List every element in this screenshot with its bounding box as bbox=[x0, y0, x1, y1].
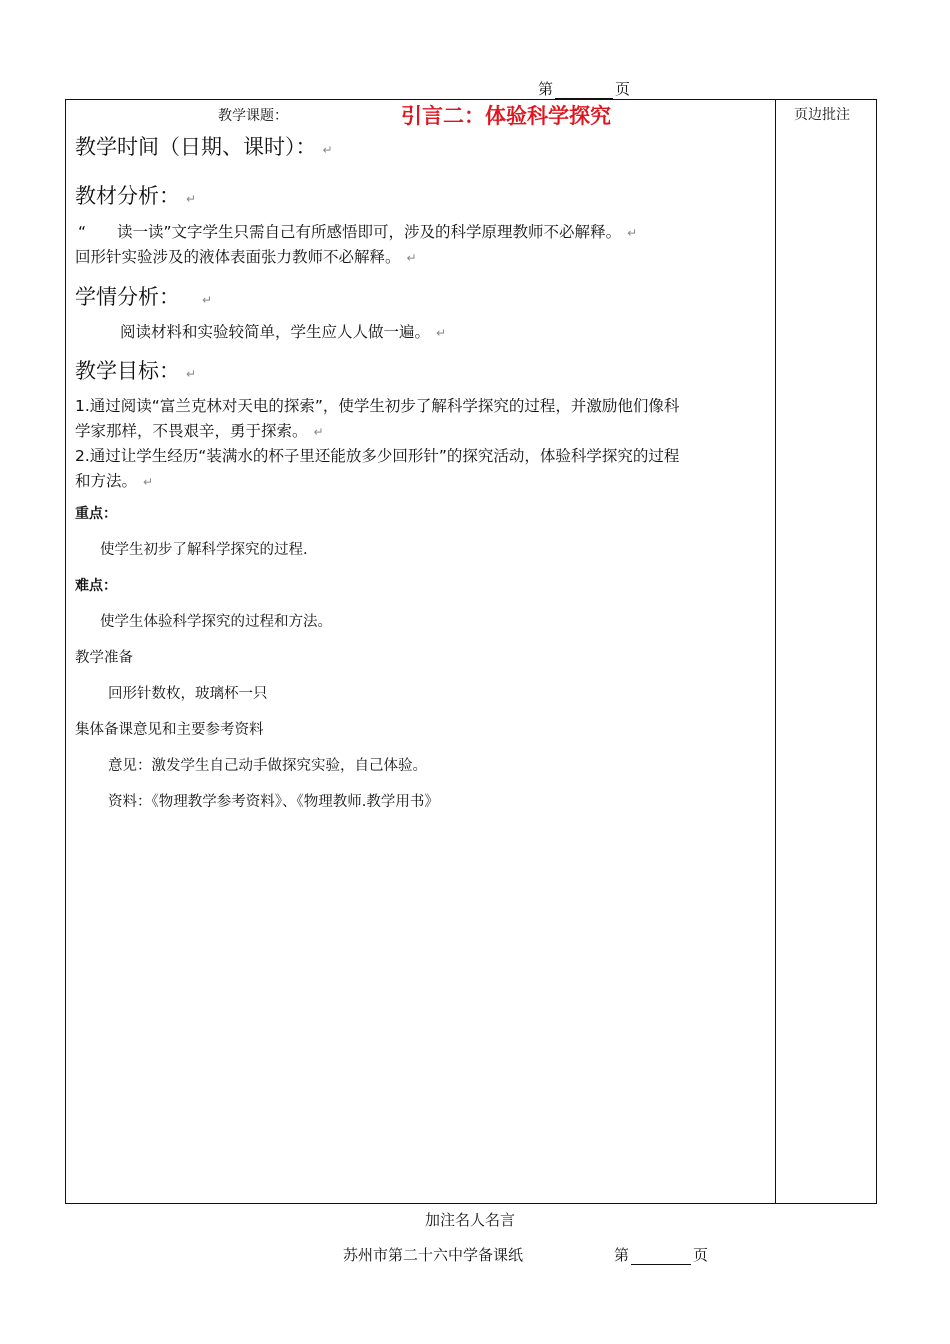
goals-line-text: 学家那样，不畏艰辛，勇于探索。 bbox=[75, 422, 308, 440]
materials-heading-text: 教材分析： bbox=[75, 184, 180, 208]
page-number-blank[interactable] bbox=[631, 1250, 691, 1265]
school-text: 苏州市第二十六中学备课纸 bbox=[343, 1246, 524, 1264]
paragraph-mark-icon: ↵ bbox=[436, 326, 447, 340]
topic-label: 教学课题： bbox=[218, 108, 288, 124]
students-heading-text: 学情分析： bbox=[75, 285, 180, 309]
paragraph-mark-icon: ↵ bbox=[186, 192, 197, 206]
goals-heading bbox=[75, 355, 196, 385]
goals-line-3: 2.通过让学生经历“装满水的杯子里还能放多少回形针”的探究活动，体验科学探究的过程 bbox=[75, 447, 680, 465]
materials-line-text: 回形针实验涉及的液体表面张力教师不必解释。 bbox=[75, 248, 401, 266]
students-analysis-text bbox=[120, 320, 446, 342]
goals-line-2 bbox=[75, 419, 324, 441]
materials-line-2 bbox=[75, 245, 417, 267]
teaching-time-label bbox=[75, 131, 333, 161]
key-point-label: 重点： bbox=[75, 506, 117, 522]
bottom-page-number bbox=[614, 1244, 708, 1265]
paragraph-mark-icon: ↵ bbox=[186, 367, 197, 381]
difficulty-text: 使学生体验科学探究的过程和方法。 bbox=[100, 614, 332, 630]
materials-analysis-heading bbox=[75, 180, 196, 210]
page-suffix: 页 bbox=[615, 80, 631, 98]
paragraph-mark-icon: ↵ bbox=[627, 226, 638, 240]
topic-title: 引言二：体验科学探究 bbox=[401, 104, 611, 128]
paragraph-mark-icon: ↵ bbox=[202, 293, 213, 307]
difficulty-label: 难点： bbox=[75, 578, 117, 594]
page-prefix: 第 bbox=[614, 1246, 630, 1264]
paragraph-mark-icon: ↵ bbox=[322, 143, 333, 157]
materials-line-1 bbox=[78, 220, 637, 242]
top-page-number bbox=[538, 78, 630, 99]
margin-column-divider bbox=[775, 99, 776, 1204]
materials-line-text: “ 读一读”文字学生只需自己有所感悟即可，涉及的科学原理教师不必解释。 bbox=[78, 223, 622, 241]
goals-line-text: 和方法。 bbox=[75, 472, 138, 490]
preparation-text: 回形针数枚，玻璃杯一只 bbox=[108, 686, 268, 702]
goals-line-1: 1.通过阅读“富兰克林对天电的探索”，使学生初步了解科学探究的过程，并激励他们像科 bbox=[75, 397, 680, 415]
quote-label: 加注名人名言 bbox=[425, 1211, 516, 1229]
goals-line-4 bbox=[75, 469, 153, 491]
goals-heading-text: 教学目标： bbox=[75, 359, 180, 383]
preparation-label: 教学准备 bbox=[75, 650, 133, 666]
students-analysis-heading bbox=[75, 281, 212, 311]
references-text: 资料：《物理教学参考资料》、《物理教师.教学用书》 bbox=[108, 794, 439, 810]
paragraph-mark-icon: ↵ bbox=[143, 475, 154, 489]
paragraph-mark-icon: ↵ bbox=[406, 251, 417, 265]
teaching-time-text: 教学时间（日期、课时）： bbox=[75, 135, 317, 159]
students-text: 阅读材料和实验较简单，学生应人人做一遍。 bbox=[120, 323, 431, 341]
page-number-blank[interactable] bbox=[555, 84, 613, 99]
opinion-text: 意见：激发学生自己动手做探究实验，自己体验。 bbox=[108, 758, 427, 774]
key-point-text: 使学生初步了解科学探究的过程. bbox=[100, 542, 308, 558]
margin-notes-header: 页边批注 bbox=[794, 107, 850, 123]
page-suffix: 页 bbox=[693, 1246, 709, 1264]
paragraph-mark-icon: ↵ bbox=[313, 425, 324, 439]
group-prep-label: 集体备课意见和主要参考资料 bbox=[75, 722, 264, 738]
page-prefix: 第 bbox=[538, 80, 554, 98]
